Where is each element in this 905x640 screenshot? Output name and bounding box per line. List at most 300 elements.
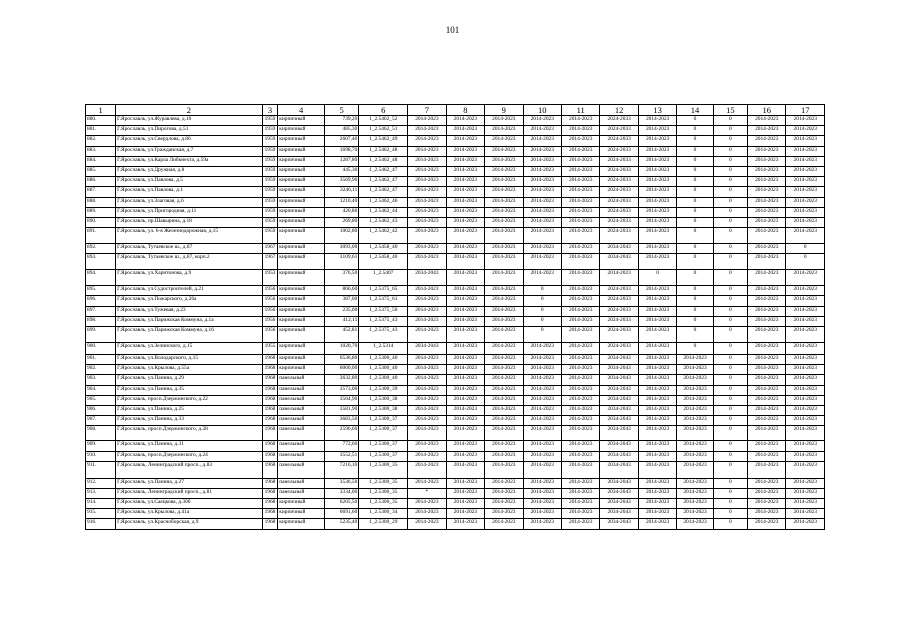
table-row bbox=[86, 217, 825, 227]
table-cell: 2014-2023 bbox=[561, 207, 599, 217]
table-cell: 0 bbox=[713, 488, 747, 498]
table-cell: 2014-2023 bbox=[485, 355, 523, 365]
table-row bbox=[86, 254, 825, 270]
table-cell: 2014-2023 bbox=[485, 296, 523, 306]
table-cell: 1959 bbox=[262, 207, 278, 217]
table-cell: 883. bbox=[86, 146, 116, 156]
table-cell: 2014-2023 bbox=[408, 405, 446, 415]
table-cell: 914. bbox=[86, 499, 116, 509]
table-row bbox=[86, 375, 825, 385]
table-cell: 0 bbox=[713, 385, 747, 395]
table-cell: 235,00 bbox=[325, 306, 359, 316]
table-cell: 2014-2023 bbox=[446, 207, 484, 217]
table-cell: 2014-2023 bbox=[748, 146, 786, 156]
table-cell: 2014-2023 bbox=[485, 327, 523, 343]
table-cell: 3632,80 bbox=[325, 375, 359, 385]
table-cell: 2014-2023 bbox=[748, 451, 786, 461]
table-cell: 892. bbox=[86, 244, 116, 254]
table-cell: 0 bbox=[713, 270, 747, 286]
table-row bbox=[86, 146, 825, 156]
table-cell: 889. bbox=[86, 207, 116, 217]
table-cell: 2014-2023 bbox=[786, 270, 825, 286]
table-cell: 2014-2023 bbox=[485, 126, 523, 136]
table-cell: 2014-2023 bbox=[408, 499, 446, 509]
table-cell: 2014-2023 bbox=[408, 126, 446, 136]
table-cell: 0 bbox=[677, 116, 713, 126]
table-cell: 1020,70 bbox=[325, 343, 359, 355]
table-cell: 909. bbox=[86, 441, 116, 451]
table-cell: 2014-2023 bbox=[446, 116, 484, 126]
table-cell: 2014-2023 bbox=[748, 270, 786, 286]
table-cell: Г.Ярославль, ул.Гражданская, д.7 bbox=[116, 146, 263, 156]
table-cell: 1968 bbox=[262, 365, 278, 375]
table-cell: 2014-2023 bbox=[748, 254, 786, 270]
table-cell: 2014-2023 bbox=[446, 365, 484, 375]
table-cell: 2014-2023 bbox=[561, 416, 599, 426]
table-cell: 1968 bbox=[262, 405, 278, 415]
table-cell: 0 bbox=[713, 441, 747, 451]
table-cell: 0 bbox=[523, 306, 561, 316]
table-cell: 1968 bbox=[262, 375, 278, 385]
table-cell: 888. bbox=[86, 197, 116, 207]
table-cell: 1956 bbox=[262, 306, 278, 316]
table-cell: 0 bbox=[677, 254, 713, 270]
table-cell: кирпичный bbox=[278, 197, 325, 207]
table-cell: 2014-2023 bbox=[446, 451, 484, 461]
table-cell: 0 bbox=[713, 306, 747, 316]
table-cell: 0 bbox=[713, 228, 747, 244]
table-row bbox=[86, 519, 825, 529]
table-cell: 2014-2023 bbox=[748, 488, 786, 498]
table-cell: 2014-2023 bbox=[748, 343, 786, 355]
table-cell: 2014-2023 bbox=[748, 316, 786, 326]
table-cell: 2014-2023 bbox=[561, 519, 599, 529]
table-cell: кирпичный bbox=[278, 166, 325, 176]
table-cell: 2014-2023 bbox=[523, 207, 561, 217]
table-cell: 1_2.5462_49 bbox=[359, 136, 408, 146]
table-cell: панельный bbox=[278, 385, 325, 395]
table-cell: 2014-2023 bbox=[786, 519, 825, 529]
table-cell: панельный bbox=[278, 426, 325, 441]
table-cell: 2014-2023 bbox=[677, 355, 713, 365]
table-cell: 2014-2023 bbox=[408, 254, 446, 270]
table-cell: 2024-2033 bbox=[600, 187, 638, 197]
table-cell: 1_2.5300_35 bbox=[359, 461, 408, 478]
table-cell: 2014-2023 bbox=[786, 197, 825, 207]
table-cell: 0 bbox=[677, 306, 713, 316]
table-cell: 2014-2023 bbox=[408, 177, 446, 187]
table-cell: 2014-2023 bbox=[523, 156, 561, 166]
table-cell: 2014-2023 bbox=[485, 156, 523, 166]
table-cell: 2014-2023 bbox=[786, 355, 825, 365]
column-header: 6 bbox=[359, 105, 408, 116]
table-cell: 2014-2023 bbox=[485, 385, 523, 395]
table-cell: Г.Ярославль, ул.Павлова, д.1 bbox=[116, 187, 263, 197]
table-cell: 2014-2023 bbox=[523, 254, 561, 270]
table-cell: 2014-2023 bbox=[748, 228, 786, 244]
table-cell: 0 bbox=[713, 116, 747, 126]
table-cell: панельный bbox=[278, 395, 325, 405]
table-cell: 2014-2023 bbox=[561, 244, 599, 254]
table-cell: 1_2.5300_38 bbox=[359, 395, 408, 405]
table-cell: Г.Ярославль, Тутаевское ш., д.87 bbox=[116, 244, 263, 254]
table-cell: 2014-2023 bbox=[561, 509, 599, 519]
table-cell: 2014-2023 bbox=[561, 405, 599, 415]
table-cell: 1968 bbox=[262, 461, 278, 478]
table-cell: 3564,90 bbox=[325, 395, 359, 405]
table-cell: 1968 bbox=[262, 519, 278, 529]
table-cell: 2014-2023 bbox=[485, 254, 523, 270]
table-cell: 2014-2023 bbox=[748, 441, 786, 451]
table-cell: 1_2.5300_37 bbox=[359, 441, 408, 451]
table-cell: 452,81 bbox=[325, 327, 359, 343]
table-cell: кирпичный bbox=[278, 244, 325, 254]
column-header: 4 bbox=[278, 105, 325, 116]
table-cell: 2014-2023 bbox=[600, 270, 638, 286]
table-cell: Г.Ярославль, ул.Павлова, д.5 bbox=[116, 177, 263, 187]
table-cell: 2014-2023 bbox=[485, 488, 523, 498]
table-cell: 2014-2023 bbox=[638, 509, 676, 519]
table-cell: 0 bbox=[713, 136, 747, 146]
table-cell: 2014-2023 bbox=[561, 499, 599, 509]
table-cell: 2014-2023 bbox=[523, 509, 561, 519]
table-cell: 1959 bbox=[262, 126, 278, 136]
table-cell: панельный bbox=[278, 478, 325, 488]
table-cell: 2014-2023 bbox=[638, 166, 676, 176]
table-cell: Г.Ярославль, ул.Красноборская, д.9 bbox=[116, 519, 263, 529]
table-cell: 0 bbox=[713, 316, 747, 326]
table-cell: 2014-2023 bbox=[786, 343, 825, 355]
table-cell: 913. bbox=[86, 488, 116, 498]
table-cell: 2014-2023 bbox=[408, 441, 446, 451]
table-cell: 2024-2033 bbox=[600, 126, 638, 136]
table-cell: 2014-2023 bbox=[485, 136, 523, 146]
table-cell: Г.Ярославль, просп.Дзержинского, д.22 bbox=[116, 395, 263, 405]
table-cell: 1968 bbox=[262, 478, 278, 488]
table-cell: 0 bbox=[713, 327, 747, 343]
table-cell: 2014-2023 bbox=[408, 451, 446, 461]
table-cell: 2014-2023 bbox=[408, 156, 446, 166]
table-row bbox=[86, 116, 825, 126]
table-cell: 2014-2023 bbox=[677, 426, 713, 441]
table-cell: 2034-2043 bbox=[600, 385, 638, 395]
table-cell: 1_2.5458_40 bbox=[359, 244, 408, 254]
table-cell: 2014-2023 bbox=[408, 355, 446, 365]
table-cell: 3573,00 bbox=[325, 385, 359, 395]
table-cell: 886. bbox=[86, 177, 116, 187]
table-cell: 2024-2033 bbox=[600, 177, 638, 187]
table-cell: 0 bbox=[713, 286, 747, 296]
table-cell: 0 bbox=[677, 207, 713, 217]
table-row bbox=[86, 488, 825, 498]
table-cell: 0 bbox=[677, 296, 713, 306]
table-cell: кирпичный bbox=[278, 254, 325, 270]
table-cell: 445,30 bbox=[325, 166, 359, 176]
table-cell: 2014-2023 bbox=[638, 217, 676, 227]
table-cell: 2014-2023 bbox=[408, 286, 446, 296]
table-cell: 2014-2023 bbox=[786, 136, 825, 146]
table-cell: 1968 bbox=[262, 441, 278, 451]
table-cell: 1698,70 bbox=[325, 146, 359, 156]
table-cell: 1_2.5300_40 bbox=[359, 355, 408, 365]
table-cell: 2014-2023 bbox=[561, 286, 599, 296]
table-cell: 0 bbox=[523, 286, 561, 296]
table-cell: 1956 bbox=[262, 316, 278, 326]
table-cell: 1_2.5300_40 bbox=[359, 375, 408, 385]
table-cell: 2014-2023 bbox=[638, 146, 676, 156]
table-cell: 2024-2033 bbox=[600, 146, 638, 156]
column-header: 1 bbox=[86, 105, 116, 116]
table-cell: 2014-2023 bbox=[523, 197, 561, 207]
table-cell: панельный bbox=[278, 375, 325, 385]
table-cell: 7216,10 bbox=[325, 461, 359, 478]
table-cell: 2034-2043 bbox=[600, 519, 638, 529]
table-cell: 2014-2023 bbox=[638, 207, 676, 217]
table-cell: 2014-2023 bbox=[446, 316, 484, 326]
table-cell: Г.Ярославль, Ленинградский просп., д.81 bbox=[116, 488, 263, 498]
table-cell: 2014-2023 bbox=[446, 177, 484, 187]
table-cell: 1959 bbox=[262, 217, 278, 227]
table-cell: 2014-2023 bbox=[638, 519, 676, 529]
table-cell: 0 bbox=[713, 375, 747, 385]
table-cell: 2014-2023 bbox=[446, 217, 484, 227]
table-cell: 1968 bbox=[262, 499, 278, 509]
table-cell: 900. bbox=[86, 343, 116, 355]
table-cell: 2014-2023 bbox=[748, 355, 786, 365]
table-cell: 2014-2023 bbox=[408, 306, 446, 316]
table-cell: 866,60 bbox=[325, 286, 359, 296]
table-cell: кирпичный bbox=[278, 207, 325, 217]
table-cell: кирпичный bbox=[278, 343, 325, 355]
table-cell: 6691,60 bbox=[325, 509, 359, 519]
table-cell: 2607,40 bbox=[325, 136, 359, 146]
table-cell: 2014-2023 bbox=[446, 488, 484, 498]
table-cell: 2014-2023 bbox=[786, 395, 825, 405]
page-number: 101 bbox=[445, 25, 460, 35]
table-cell: 2014-2023 bbox=[446, 519, 484, 529]
table-cell: 908. bbox=[86, 426, 116, 441]
table-cell: 2014-2023 bbox=[408, 244, 446, 254]
table-cell: 2014-2023 bbox=[485, 461, 523, 478]
table-header-row bbox=[86, 105, 825, 116]
table-cell: 1953 bbox=[262, 270, 278, 286]
table-row bbox=[86, 395, 825, 405]
table-cell: 2014-2023 bbox=[638, 244, 676, 254]
table-cell: 2014-2023 bbox=[446, 228, 484, 244]
table-cell: 0 bbox=[677, 228, 713, 244]
table-cell: 2014-2023 bbox=[748, 375, 786, 385]
table-cell: 0 bbox=[713, 244, 747, 254]
table-cell: 2014-2023 bbox=[408, 327, 446, 343]
table-row bbox=[86, 499, 825, 509]
table-cell: 2034-2043 bbox=[600, 451, 638, 461]
table-cell: 2034-2043 bbox=[600, 416, 638, 426]
table-cell: 905. bbox=[86, 395, 116, 405]
column-header: 17 bbox=[786, 105, 825, 116]
table-cell: 2014-2023 bbox=[446, 355, 484, 365]
table-cell: кирпичный bbox=[278, 286, 325, 296]
table-cell: 2014-2023 bbox=[446, 385, 484, 395]
table-cell: 1_2.5300_35 bbox=[359, 499, 408, 509]
table-cell: 1_2.5462_42 bbox=[359, 228, 408, 244]
table-cell: 2014-2023 bbox=[786, 228, 825, 244]
table-cell: 2014-2023 bbox=[748, 177, 786, 187]
table-cell: 2014-2023 bbox=[786, 426, 825, 441]
table-cell: 0 bbox=[713, 166, 747, 176]
table-cell: 1_2.5462_52 bbox=[359, 116, 408, 126]
table-cell: 2014-2023 bbox=[485, 478, 523, 488]
table-cell: 2014-2023 bbox=[561, 316, 599, 326]
table-cell: 2014-2023 bbox=[523, 136, 561, 146]
table-cell: 2024-2033 bbox=[600, 116, 638, 126]
table-row bbox=[86, 228, 825, 244]
table-cell: 0 bbox=[713, 217, 747, 227]
table-cell: 2014-2023 bbox=[485, 405, 523, 415]
table-cell: 2014-2023 bbox=[638, 385, 676, 395]
table-cell: 2014-2023 bbox=[786, 286, 825, 296]
table-cell: 269,80 bbox=[325, 217, 359, 227]
table-cell: 2014-2023 bbox=[638, 116, 676, 126]
table-cell: 1_2.5375_65 bbox=[359, 286, 408, 296]
table-cell: 2014-2023 bbox=[677, 375, 713, 385]
table-cell: 2014-2023 bbox=[677, 405, 713, 415]
table-cell: кирпичный bbox=[278, 126, 325, 136]
table-cell: 895. bbox=[86, 286, 116, 296]
table-cell: 1_2.5462_51 bbox=[359, 126, 408, 136]
table-cell: 0 bbox=[677, 126, 713, 136]
table-cell: 2014-2023 bbox=[561, 296, 599, 306]
table-cell: 2014-2023 bbox=[561, 441, 599, 451]
table-cell: 891. bbox=[86, 228, 116, 244]
table-cell: 2014-2023 bbox=[561, 478, 599, 488]
table-cell: 6536,80 bbox=[325, 355, 359, 365]
table-cell: 1_2.5300_39 bbox=[359, 385, 408, 395]
table-cell: кирпичный bbox=[278, 116, 325, 126]
table-cell: 2014-2023 bbox=[485, 519, 523, 529]
table-cell: 2014-2023 bbox=[446, 416, 484, 426]
table-cell: 739,20 bbox=[325, 116, 359, 126]
table-cell: 2014-2023 bbox=[485, 166, 523, 176]
table-cell: 2014-2023 bbox=[786, 327, 825, 343]
table-cell: 893. bbox=[86, 254, 116, 270]
table-cell: 2014-2023 bbox=[748, 166, 786, 176]
table-cell: 2014-2023 bbox=[408, 228, 446, 244]
table-cell: 2014-2023 bbox=[786, 385, 825, 395]
table-cell: 2014-2023 bbox=[408, 166, 446, 176]
table-cell: Г.Ярославль, ул.Харитонова, д.9 bbox=[116, 270, 263, 286]
table-cell: 5235,40 bbox=[325, 519, 359, 529]
table-cell: 0 bbox=[677, 136, 713, 146]
table-cell: 906. bbox=[86, 405, 116, 415]
table-cell: Г.Ярославль, Тутаевское ш., д.87, корп.2 bbox=[116, 254, 263, 270]
table-cell: 1959 bbox=[262, 228, 278, 244]
table-cell: 2014-2023 bbox=[677, 385, 713, 395]
table-cell: 2014-2023 bbox=[523, 146, 561, 156]
table-cell: 2014-2023 bbox=[408, 461, 446, 478]
table-cell: 2014-2023 bbox=[561, 156, 599, 166]
table-cell: кирпичный bbox=[278, 365, 325, 375]
table-cell: 2014-2023 bbox=[638, 365, 676, 375]
table-cell: 2014-2023 bbox=[485, 395, 523, 405]
table-cell: 2034-2043 bbox=[600, 405, 638, 415]
table-cell: 376,50 bbox=[325, 270, 359, 286]
table-cell: 2014-2023 bbox=[408, 187, 446, 197]
table-cell: 2014-2023 bbox=[786, 461, 825, 478]
table-cell: 910. bbox=[86, 451, 116, 461]
table-cell: 2014-2023 bbox=[638, 187, 676, 197]
table-cell: 3334,00 bbox=[325, 488, 359, 498]
table-cell: 2014-2023 bbox=[446, 499, 484, 509]
table-cell: 0 bbox=[786, 244, 825, 254]
table-cell: 2014-2023 bbox=[786, 488, 825, 498]
table-cell: 2014-2023 bbox=[786, 451, 825, 461]
table-cell: 0 bbox=[677, 270, 713, 286]
table-cell: 2014-2023 bbox=[638, 488, 676, 498]
table-cell: 1968 bbox=[262, 416, 278, 426]
column-header: 7 bbox=[408, 105, 446, 116]
table-row bbox=[86, 296, 825, 306]
table-cell: 2014-2023 bbox=[485, 217, 523, 227]
table-cell: 2014-2023 bbox=[677, 488, 713, 498]
table-cell: 2014-2023 bbox=[638, 426, 676, 441]
table-cell: 0 bbox=[713, 355, 747, 365]
table-cell: 911. bbox=[86, 461, 116, 478]
table-cell: 1959 bbox=[262, 166, 278, 176]
table-cell: 2014-2023 bbox=[446, 405, 484, 415]
table-cell: 1_2.5462_47 bbox=[359, 177, 408, 187]
table-cell: 2024-2033 bbox=[600, 228, 638, 244]
table-cell: 2014-2023 bbox=[748, 327, 786, 343]
table-cell: 2014-2023 bbox=[748, 405, 786, 415]
table-cell: Г.Ярославль, ул.Панина, д.29 bbox=[116, 375, 263, 385]
table-cell: 0 bbox=[677, 187, 713, 197]
table-cell: 897. bbox=[86, 306, 116, 316]
table-cell: 0 bbox=[713, 187, 747, 197]
table-cell: 2014-2023 bbox=[485, 306, 523, 316]
table-cell: 2014-2023 bbox=[638, 451, 676, 461]
table-row bbox=[86, 416, 825, 426]
table-cell: 2034-2043 bbox=[600, 499, 638, 509]
table-cell: 2014-2023 bbox=[485, 207, 523, 217]
table-cell: 2014-2023 bbox=[561, 254, 599, 270]
column-header: 2 bbox=[116, 105, 263, 116]
table-cell: 2014-2023 bbox=[638, 228, 676, 244]
table-cell: 2014-2023 bbox=[485, 426, 523, 441]
table-row bbox=[86, 126, 825, 136]
table-cell: 1_2.5300_35 bbox=[359, 488, 408, 498]
table-row bbox=[86, 316, 825, 326]
table-cell: 885. bbox=[86, 166, 116, 176]
table-cell: Г.Ярославль, ул.Панина, д.27 bbox=[116, 478, 263, 488]
table-cell: 2014-2023 bbox=[523, 343, 561, 355]
table-cell: 2014-2023 bbox=[523, 395, 561, 405]
table-cell: Г.Ярославль, ул.Панина, д.33 bbox=[116, 416, 263, 426]
table-cell: 901. bbox=[86, 355, 116, 365]
table-cell: 3109,61 bbox=[325, 254, 359, 270]
table-cell: 2014-2023 bbox=[485, 375, 523, 385]
table-cell: 2034-2043 bbox=[600, 426, 638, 441]
table-cell: 2014-2023 bbox=[561, 385, 599, 395]
table-cell: 2034-2043 bbox=[600, 244, 638, 254]
table-cell: 0 bbox=[713, 177, 747, 187]
table-cell: 2014-2023 bbox=[786, 416, 825, 426]
table-cell: 2014-2023 bbox=[561, 177, 599, 187]
table-cell: 0 bbox=[713, 509, 747, 519]
table-cell: 2014-2023 bbox=[638, 177, 676, 187]
table-cell: 2014-2023 bbox=[485, 343, 523, 355]
table-cell: 2014-2023 bbox=[786, 478, 825, 488]
table-cell: 2024-2033 bbox=[600, 136, 638, 146]
